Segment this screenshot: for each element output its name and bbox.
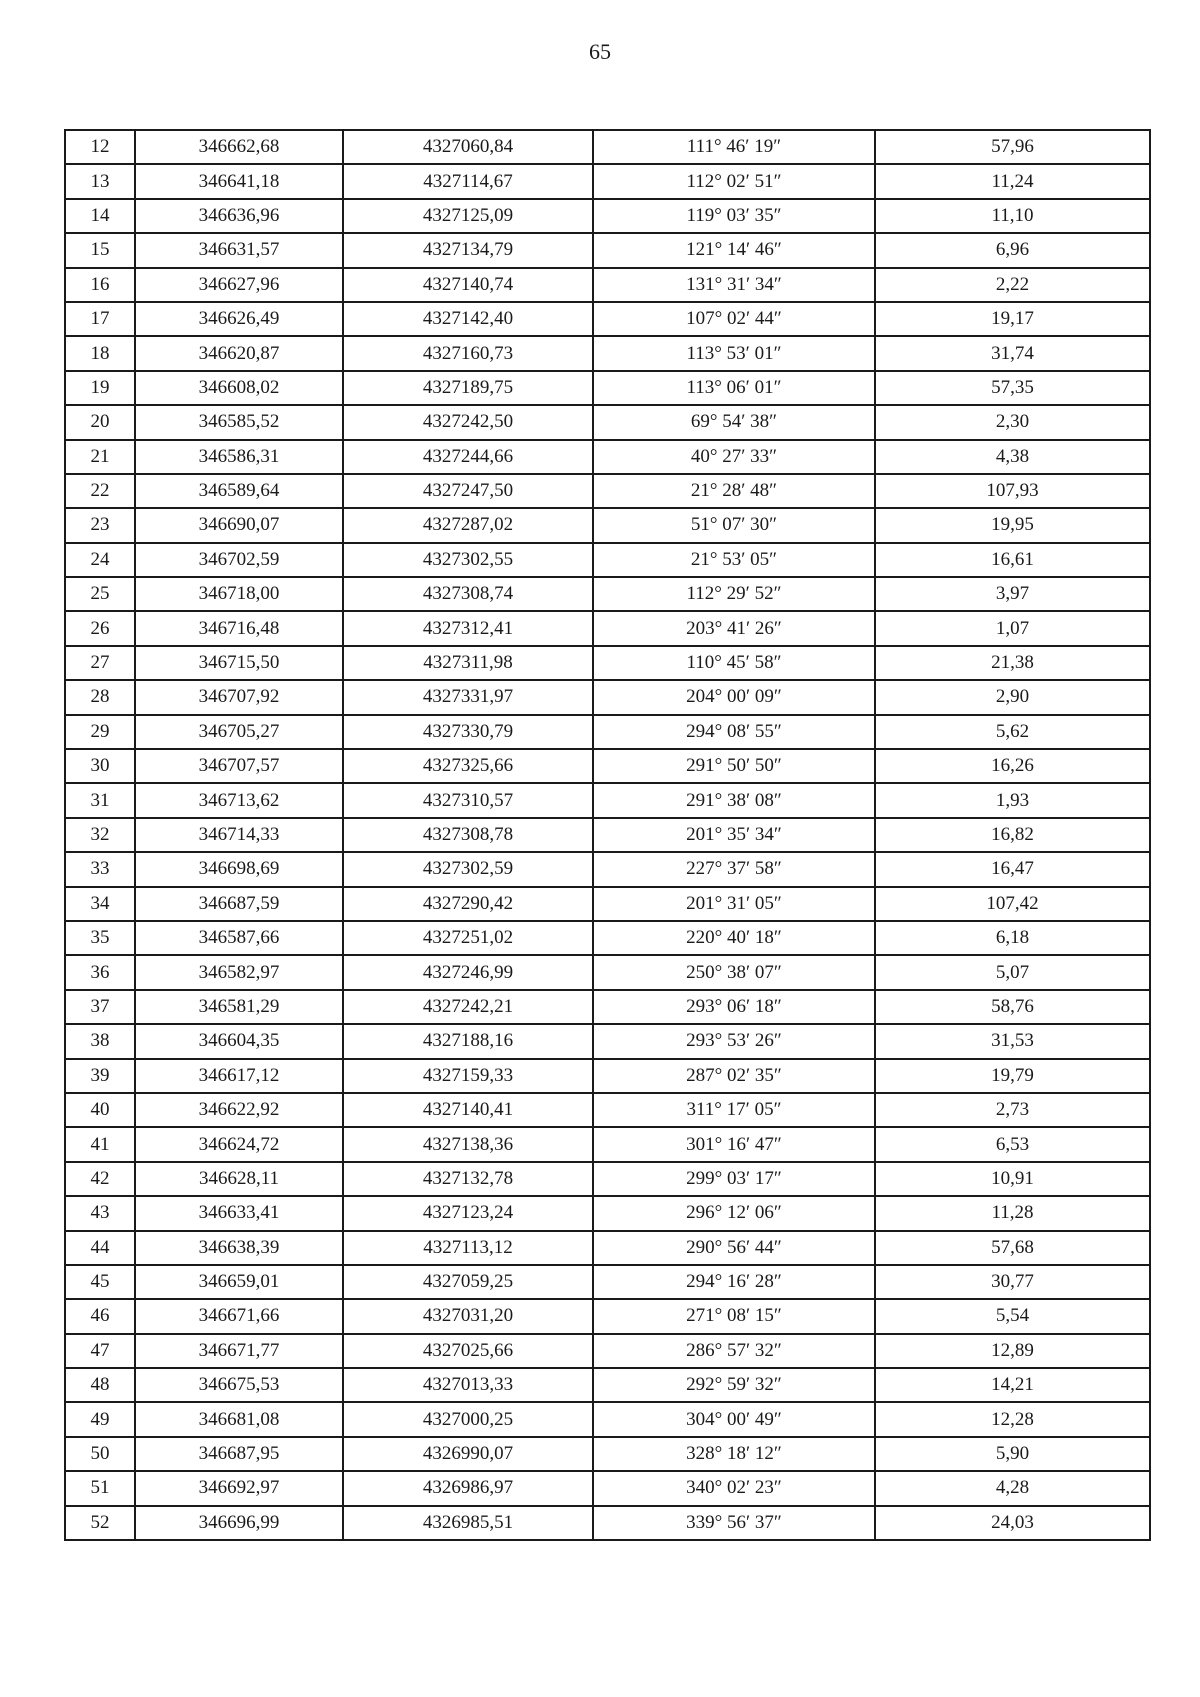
x-coordinate-cell: 346633,41 bbox=[135, 1196, 343, 1230]
bearing-angle-cell: 227° 37′ 58″ bbox=[593, 852, 875, 886]
point-number-cell: 31 bbox=[65, 783, 135, 817]
table-row bbox=[65, 268, 1150, 302]
distance-cell: 5,54 bbox=[875, 1299, 1150, 1333]
coordinates-table-body bbox=[65, 130, 1150, 1540]
point-number-cell: 30 bbox=[65, 749, 135, 783]
table-row bbox=[65, 164, 1150, 198]
table-row bbox=[65, 990, 1150, 1024]
y-coordinate-cell: 4326990,07 bbox=[343, 1437, 593, 1471]
point-number-cell: 24 bbox=[65, 543, 135, 577]
x-coordinate-cell: 346692,97 bbox=[135, 1471, 343, 1505]
table-row bbox=[65, 1368, 1150, 1402]
y-coordinate-cell: 4327312,41 bbox=[343, 611, 593, 645]
distance-cell: 16,47 bbox=[875, 852, 1150, 886]
point-number-cell: 39 bbox=[65, 1059, 135, 1093]
bearing-angle-cell: 131° 31′ 34″ bbox=[593, 268, 875, 302]
distance-cell: 4,38 bbox=[875, 440, 1150, 474]
x-coordinate-cell: 346622,92 bbox=[135, 1093, 343, 1127]
table-row bbox=[65, 852, 1150, 886]
bearing-angle-cell: 21° 28′ 48″ bbox=[593, 474, 875, 508]
y-coordinate-cell: 4327244,66 bbox=[343, 440, 593, 474]
bearing-angle-cell: 339° 56′ 37″ bbox=[593, 1506, 875, 1540]
distance-cell: 3,97 bbox=[875, 577, 1150, 611]
distance-cell: 24,03 bbox=[875, 1506, 1150, 1540]
point-number-cell: 48 bbox=[65, 1368, 135, 1402]
table-row bbox=[65, 1334, 1150, 1368]
point-number-cell: 44 bbox=[65, 1231, 135, 1265]
table-row bbox=[65, 199, 1150, 233]
distance-cell: 16,82 bbox=[875, 818, 1150, 852]
y-coordinate-cell: 4327142,40 bbox=[343, 302, 593, 336]
distance-cell: 14,21 bbox=[875, 1368, 1150, 1402]
y-coordinate-cell: 4327159,33 bbox=[343, 1059, 593, 1093]
x-coordinate-cell: 346582,97 bbox=[135, 955, 343, 989]
bearing-angle-cell: 113° 53′ 01″ bbox=[593, 336, 875, 370]
x-coordinate-cell: 346687,59 bbox=[135, 887, 343, 921]
table-row bbox=[65, 302, 1150, 336]
y-coordinate-cell: 4327013,33 bbox=[343, 1368, 593, 1402]
table-row bbox=[65, 1127, 1150, 1161]
point-number-cell: 18 bbox=[65, 336, 135, 370]
distance-cell: 5,90 bbox=[875, 1437, 1150, 1471]
x-coordinate-cell: 346636,96 bbox=[135, 199, 343, 233]
distance-cell: 11,10 bbox=[875, 199, 1150, 233]
table-row bbox=[65, 474, 1150, 508]
point-number-cell: 50 bbox=[65, 1437, 135, 1471]
x-coordinate-cell: 346608,02 bbox=[135, 371, 343, 405]
bearing-angle-cell: 204° 00′ 09″ bbox=[593, 680, 875, 714]
distance-cell: 16,26 bbox=[875, 749, 1150, 783]
point-number-cell: 33 bbox=[65, 852, 135, 886]
bearing-angle-cell: 311° 17′ 05″ bbox=[593, 1093, 875, 1127]
y-coordinate-cell: 4327125,09 bbox=[343, 199, 593, 233]
table-row bbox=[65, 577, 1150, 611]
y-coordinate-cell: 4327251,02 bbox=[343, 921, 593, 955]
distance-cell: 19,17 bbox=[875, 302, 1150, 336]
bearing-angle-cell: 40° 27′ 33″ bbox=[593, 440, 875, 474]
bearing-angle-cell: 304° 00′ 49″ bbox=[593, 1402, 875, 1436]
y-coordinate-cell: 4327114,67 bbox=[343, 164, 593, 198]
point-number-cell: 17 bbox=[65, 302, 135, 336]
distance-cell: 4,28 bbox=[875, 1471, 1150, 1505]
y-coordinate-cell: 4327160,73 bbox=[343, 336, 593, 370]
x-coordinate-cell: 346628,11 bbox=[135, 1162, 343, 1196]
table-row bbox=[65, 1437, 1150, 1471]
distance-cell: 58,76 bbox=[875, 990, 1150, 1024]
x-coordinate-cell: 346690,07 bbox=[135, 508, 343, 542]
bearing-angle-cell: 328° 18′ 12″ bbox=[593, 1437, 875, 1471]
point-number-cell: 25 bbox=[65, 577, 135, 611]
table-row bbox=[65, 508, 1150, 542]
bearing-angle-cell: 301° 16′ 47″ bbox=[593, 1127, 875, 1161]
x-coordinate-cell: 346702,59 bbox=[135, 543, 343, 577]
x-coordinate-cell: 346626,49 bbox=[135, 302, 343, 336]
point-number-cell: 23 bbox=[65, 508, 135, 542]
x-coordinate-cell: 346705,27 bbox=[135, 715, 343, 749]
point-number-cell: 21 bbox=[65, 440, 135, 474]
table-row bbox=[65, 1093, 1150, 1127]
x-coordinate-cell: 346617,12 bbox=[135, 1059, 343, 1093]
distance-cell: 2,30 bbox=[875, 405, 1150, 439]
table-row bbox=[65, 1162, 1150, 1196]
x-coordinate-cell: 346707,92 bbox=[135, 680, 343, 714]
x-coordinate-cell: 346662,68 bbox=[135, 130, 343, 164]
y-coordinate-cell: 4327325,66 bbox=[343, 749, 593, 783]
table-row bbox=[65, 440, 1150, 474]
distance-cell: 11,28 bbox=[875, 1196, 1150, 1230]
y-coordinate-cell: 4327308,74 bbox=[343, 577, 593, 611]
y-coordinate-cell: 4327138,36 bbox=[343, 1127, 593, 1161]
distance-cell: 1,93 bbox=[875, 783, 1150, 817]
y-coordinate-cell: 4327310,57 bbox=[343, 783, 593, 817]
y-coordinate-cell: 4327025,66 bbox=[343, 1334, 593, 1368]
table-row bbox=[65, 371, 1150, 405]
table-row bbox=[65, 1402, 1150, 1436]
bearing-angle-cell: 250° 38′ 07″ bbox=[593, 955, 875, 989]
table-row bbox=[65, 783, 1150, 817]
table-row bbox=[65, 749, 1150, 783]
distance-cell: 57,96 bbox=[875, 130, 1150, 164]
point-number-cell: 14 bbox=[65, 199, 135, 233]
distance-cell: 2,90 bbox=[875, 680, 1150, 714]
y-coordinate-cell: 4327302,59 bbox=[343, 852, 593, 886]
distance-cell: 57,35 bbox=[875, 371, 1150, 405]
y-coordinate-cell: 4327113,12 bbox=[343, 1231, 593, 1265]
bearing-angle-cell: 296° 12′ 06″ bbox=[593, 1196, 875, 1230]
bearing-angle-cell: 112° 02′ 51″ bbox=[593, 164, 875, 198]
point-number-cell: 13 bbox=[65, 164, 135, 198]
bearing-angle-cell: 287° 02′ 35″ bbox=[593, 1059, 875, 1093]
distance-cell: 11,24 bbox=[875, 164, 1150, 198]
point-number-cell: 49 bbox=[65, 1402, 135, 1436]
x-coordinate-cell: 346659,01 bbox=[135, 1265, 343, 1299]
distance-cell: 5,07 bbox=[875, 955, 1150, 989]
point-number-cell: 19 bbox=[65, 371, 135, 405]
y-coordinate-cell: 4327134,79 bbox=[343, 233, 593, 267]
point-number-cell: 15 bbox=[65, 233, 135, 267]
point-number-cell: 52 bbox=[65, 1506, 135, 1540]
x-coordinate-cell: 346585,52 bbox=[135, 405, 343, 439]
point-number-cell: 51 bbox=[65, 1471, 135, 1505]
point-number-cell: 26 bbox=[65, 611, 135, 645]
bearing-angle-cell: 291° 50′ 50″ bbox=[593, 749, 875, 783]
distance-cell: 57,68 bbox=[875, 1231, 1150, 1265]
x-coordinate-cell: 346638,39 bbox=[135, 1231, 343, 1265]
distance-cell: 19,95 bbox=[875, 508, 1150, 542]
y-coordinate-cell: 4327308,78 bbox=[343, 818, 593, 852]
y-coordinate-cell: 4327140,74 bbox=[343, 268, 593, 302]
x-coordinate-cell: 346620,87 bbox=[135, 336, 343, 370]
y-coordinate-cell: 4327331,97 bbox=[343, 680, 593, 714]
y-coordinate-cell: 4327140,41 bbox=[343, 1093, 593, 1127]
table-row bbox=[65, 646, 1150, 680]
distance-cell: 6,18 bbox=[875, 921, 1150, 955]
y-coordinate-cell: 4327123,24 bbox=[343, 1196, 593, 1230]
table-row bbox=[65, 233, 1150, 267]
table-row bbox=[65, 611, 1150, 645]
x-coordinate-cell: 346671,77 bbox=[135, 1334, 343, 1368]
y-coordinate-cell: 4326985,51 bbox=[343, 1506, 593, 1540]
bearing-angle-cell: 220° 40′ 18″ bbox=[593, 921, 875, 955]
y-coordinate-cell: 4327302,55 bbox=[343, 543, 593, 577]
bearing-angle-cell: 340° 02′ 23″ bbox=[593, 1471, 875, 1505]
point-number-cell: 22 bbox=[65, 474, 135, 508]
x-coordinate-cell: 346681,08 bbox=[135, 1402, 343, 1436]
bearing-angle-cell: 110° 45′ 58″ bbox=[593, 646, 875, 680]
table-row bbox=[65, 1265, 1150, 1299]
distance-cell: 1,07 bbox=[875, 611, 1150, 645]
table-row bbox=[65, 715, 1150, 749]
y-coordinate-cell: 4327189,75 bbox=[343, 371, 593, 405]
x-coordinate-cell: 346631,57 bbox=[135, 233, 343, 267]
bearing-angle-cell: 21° 53′ 05″ bbox=[593, 543, 875, 577]
y-coordinate-cell: 4327290,42 bbox=[343, 887, 593, 921]
x-coordinate-cell: 346587,66 bbox=[135, 921, 343, 955]
distance-cell: 107,42 bbox=[875, 887, 1150, 921]
bearing-angle-cell: 51° 07′ 30″ bbox=[593, 508, 875, 542]
y-coordinate-cell: 4327000,25 bbox=[343, 1402, 593, 1436]
point-number-cell: 34 bbox=[65, 887, 135, 921]
point-number-cell: 43 bbox=[65, 1196, 135, 1230]
bearing-angle-cell: 119° 03′ 35″ bbox=[593, 199, 875, 233]
table-row bbox=[65, 1024, 1150, 1058]
point-number-cell: 45 bbox=[65, 1265, 135, 1299]
y-coordinate-cell: 4327031,20 bbox=[343, 1299, 593, 1333]
bearing-angle-cell: 293° 53′ 26″ bbox=[593, 1024, 875, 1058]
x-coordinate-cell: 346714,33 bbox=[135, 818, 343, 852]
x-coordinate-cell: 346581,29 bbox=[135, 990, 343, 1024]
point-number-cell: 37 bbox=[65, 990, 135, 1024]
x-coordinate-cell: 346707,57 bbox=[135, 749, 343, 783]
y-coordinate-cell: 4327188,16 bbox=[343, 1024, 593, 1058]
point-number-cell: 42 bbox=[65, 1162, 135, 1196]
point-number-cell: 47 bbox=[65, 1334, 135, 1368]
distance-cell: 2,22 bbox=[875, 268, 1150, 302]
point-number-cell: 46 bbox=[65, 1299, 135, 1333]
table-row bbox=[65, 1231, 1150, 1265]
point-number-cell: 28 bbox=[65, 680, 135, 714]
bearing-angle-cell: 121° 14′ 46″ bbox=[593, 233, 875, 267]
x-coordinate-cell: 346687,95 bbox=[135, 1437, 343, 1471]
x-coordinate-cell: 346696,99 bbox=[135, 1506, 343, 1540]
x-coordinate-cell: 346698,69 bbox=[135, 852, 343, 886]
bearing-angle-cell: 293° 06′ 18″ bbox=[593, 990, 875, 1024]
bearing-angle-cell: 294° 08′ 55″ bbox=[593, 715, 875, 749]
bearing-angle-cell: 286° 57′ 32″ bbox=[593, 1334, 875, 1368]
distance-cell: 30,77 bbox=[875, 1265, 1150, 1299]
x-coordinate-cell: 346671,66 bbox=[135, 1299, 343, 1333]
distance-cell: 31,74 bbox=[875, 336, 1150, 370]
bearing-angle-cell: 111° 46′ 19″ bbox=[593, 130, 875, 164]
point-number-cell: 32 bbox=[65, 818, 135, 852]
point-number-cell: 16 bbox=[65, 268, 135, 302]
point-number-cell: 38 bbox=[65, 1024, 135, 1058]
point-number-cell: 12 bbox=[65, 130, 135, 164]
bearing-angle-cell: 112° 29′ 52″ bbox=[593, 577, 875, 611]
point-number-cell: 36 bbox=[65, 955, 135, 989]
distance-cell: 2,73 bbox=[875, 1093, 1150, 1127]
point-number-cell: 41 bbox=[65, 1127, 135, 1161]
bearing-angle-cell: 107° 02′ 44″ bbox=[593, 302, 875, 336]
page-number: 65 bbox=[589, 39, 611, 64]
y-coordinate-cell: 4327242,21 bbox=[343, 990, 593, 1024]
y-coordinate-cell: 4327247,50 bbox=[343, 474, 593, 508]
table-row bbox=[65, 887, 1150, 921]
y-coordinate-cell: 4327330,79 bbox=[343, 715, 593, 749]
bearing-angle-cell: 201° 35′ 34″ bbox=[593, 818, 875, 852]
x-coordinate-cell: 346718,00 bbox=[135, 577, 343, 611]
bearing-angle-cell: 69° 54′ 38″ bbox=[593, 405, 875, 439]
table-row bbox=[65, 130, 1150, 164]
y-coordinate-cell: 4327246,99 bbox=[343, 955, 593, 989]
bearing-angle-cell: 203° 41′ 26″ bbox=[593, 611, 875, 645]
bearing-angle-cell: 292° 59′ 32″ bbox=[593, 1368, 875, 1402]
bearing-angle-cell: 294° 16′ 28″ bbox=[593, 1265, 875, 1299]
distance-cell: 107,93 bbox=[875, 474, 1150, 508]
x-coordinate-cell: 346715,50 bbox=[135, 646, 343, 680]
x-coordinate-cell: 346641,18 bbox=[135, 164, 343, 198]
x-coordinate-cell: 346604,35 bbox=[135, 1024, 343, 1058]
table-row bbox=[65, 955, 1150, 989]
y-coordinate-cell: 4327287,02 bbox=[343, 508, 593, 542]
point-number-cell: 29 bbox=[65, 715, 135, 749]
point-number-cell: 27 bbox=[65, 646, 135, 680]
table-row bbox=[65, 818, 1150, 852]
table-row bbox=[65, 1471, 1150, 1505]
distance-cell: 21,38 bbox=[875, 646, 1150, 680]
bearing-angle-cell: 201° 31′ 05″ bbox=[593, 887, 875, 921]
bearing-angle-cell: 290° 56′ 44″ bbox=[593, 1231, 875, 1265]
bearing-angle-cell: 271° 08′ 15″ bbox=[593, 1299, 875, 1333]
distance-cell: 6,96 bbox=[875, 233, 1150, 267]
x-coordinate-cell: 346589,64 bbox=[135, 474, 343, 508]
distance-cell: 5,62 bbox=[875, 715, 1150, 749]
table-row bbox=[65, 1506, 1150, 1540]
table-row bbox=[65, 543, 1150, 577]
y-coordinate-cell: 4327059,25 bbox=[343, 1265, 593, 1299]
table-row bbox=[65, 680, 1150, 714]
x-coordinate-cell: 346675,53 bbox=[135, 1368, 343, 1402]
table-row bbox=[65, 405, 1150, 439]
distance-cell: 10,91 bbox=[875, 1162, 1150, 1196]
distance-cell: 12,89 bbox=[875, 1334, 1150, 1368]
y-coordinate-cell: 4327311,98 bbox=[343, 646, 593, 680]
y-coordinate-cell: 4327132,78 bbox=[343, 1162, 593, 1196]
y-coordinate-cell: 4327242,50 bbox=[343, 405, 593, 439]
x-coordinate-cell: 346713,62 bbox=[135, 783, 343, 817]
point-number-cell: 35 bbox=[65, 921, 135, 955]
x-coordinate-cell: 346624,72 bbox=[135, 1127, 343, 1161]
distance-cell: 12,28 bbox=[875, 1402, 1150, 1436]
x-coordinate-cell: 346586,31 bbox=[135, 440, 343, 474]
x-coordinate-cell: 346716,48 bbox=[135, 611, 343, 645]
table-row bbox=[65, 336, 1150, 370]
bearing-angle-cell: 113° 06′ 01″ bbox=[593, 371, 875, 405]
point-number-cell: 40 bbox=[65, 1093, 135, 1127]
table-row bbox=[65, 1059, 1150, 1093]
y-coordinate-cell: 4327060,84 bbox=[343, 130, 593, 164]
distance-cell: 31,53 bbox=[875, 1024, 1150, 1058]
table-row bbox=[65, 1196, 1150, 1230]
distance-cell: 19,79 bbox=[875, 1059, 1150, 1093]
point-number-cell: 20 bbox=[65, 405, 135, 439]
coordinates-table bbox=[64, 129, 1151, 1541]
bearing-angle-cell: 299° 03′ 17″ bbox=[593, 1162, 875, 1196]
x-coordinate-cell: 346627,96 bbox=[135, 268, 343, 302]
y-coordinate-cell: 4326986,97 bbox=[343, 1471, 593, 1505]
distance-cell: 16,61 bbox=[875, 543, 1150, 577]
table-row bbox=[65, 921, 1150, 955]
distance-cell: 6,53 bbox=[875, 1127, 1150, 1161]
table-row bbox=[65, 1299, 1150, 1333]
bearing-angle-cell: 291° 38′ 08″ bbox=[593, 783, 875, 817]
